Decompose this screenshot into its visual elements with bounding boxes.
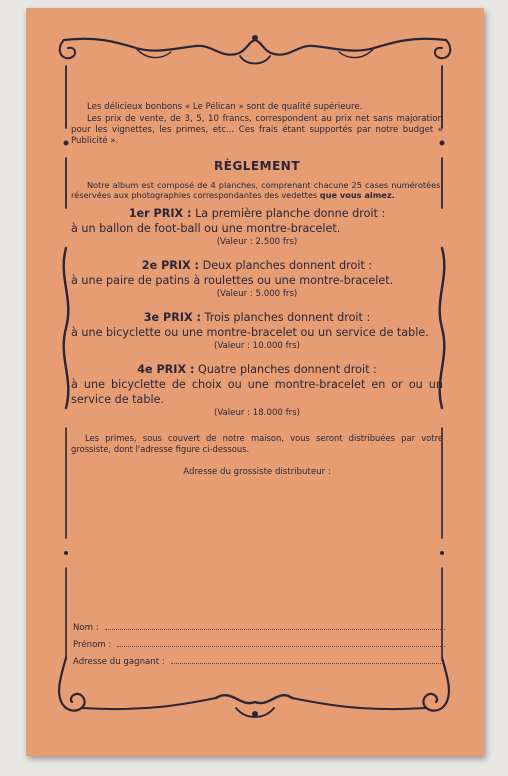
prize-2-line1: Deux planches donnent droit : bbox=[202, 259, 373, 272]
prize-1-label: 1er PRIX : bbox=[128, 207, 192, 220]
form-row-prenom bbox=[73, 637, 445, 654]
prize-3-label: 3e PRIX : bbox=[143, 311, 201, 324]
prize-3-line1: Trois planches donnent droit : bbox=[204, 311, 371, 324]
prize-1-line2: à un ballon de foot-ball ou une montre-bracelet. bbox=[71, 222, 341, 235]
intro-paragraph-2: Les prix de vente, de 3, 5, 10 francs, correspondent au prix net sans majoration pour les vignettes, les primes, etc... Ces frais étant supportés par notre budget « Publicité ». bbox=[71, 114, 443, 146]
prize-2 bbox=[71, 258, 443, 300]
prize-3-line2: à une bicyclette ou une montre-bracelet ou un service de table. bbox=[71, 326, 429, 339]
prize-4-value: (Valeur : 18.000 frs) bbox=[213, 408, 301, 418]
intro-paragraph-1: Les délicieux bonbons « Le Pélican » sont de qualité supérieure. bbox=[87, 102, 363, 112]
reglement-bold: que vous aimez. bbox=[319, 190, 395, 200]
adresse-label: Adresse du gagnant : bbox=[73, 657, 165, 667]
prenom-label: Prénom : bbox=[73, 640, 112, 650]
prize-1-value: (Valeur : 2.500 frs) bbox=[216, 237, 298, 247]
reglement-text: Notre album est composé de 4 planches, comprenant chacune 25 cases numérotées, réservées aux photographies correspondantes des vedettes que vous aimez. bbox=[71, 180, 443, 200]
prize-3-value: (Valeur : 10.000 frs) bbox=[213, 341, 301, 351]
prize-2-label: 2e PRIX : bbox=[141, 259, 200, 272]
distributor-label: Adresse du grossiste distributeur : bbox=[183, 467, 331, 477]
footer-paragraph: Les primes, sous couvert de notre maison, vous seront distribuées par votre grossiste, dont l'adresse figure ci-dessous. bbox=[71, 433, 443, 454]
prize-4-line1: Quatre planches donnent droit : bbox=[198, 363, 377, 376]
prize-4 bbox=[71, 362, 443, 419]
prize-2-value: (Valeur : 5.000 frs) bbox=[216, 289, 298, 299]
prize-3 bbox=[71, 310, 443, 352]
prize-1-line1: La première planche donne droit : bbox=[195, 207, 386, 220]
prize-2-line2: à une paire de patins à roulettes ou une montre-bracelet. bbox=[71, 274, 394, 287]
reglement-title: RÈGLEMENT bbox=[214, 159, 300, 173]
adresse-field[interactable] bbox=[171, 654, 445, 664]
leaflet-page bbox=[26, 8, 484, 756]
prize-1 bbox=[71, 206, 443, 248]
nom-field[interactable] bbox=[105, 620, 445, 630]
form-row-nom bbox=[73, 620, 445, 637]
winner-form bbox=[73, 620, 445, 671]
main-text bbox=[71, 102, 443, 477]
prize-4-label: 4e PRIX : bbox=[137, 363, 195, 376]
prize-4-line2: à une bicyclette de choix ou une montre-bracelet en or ou un service de table. bbox=[71, 378, 443, 406]
prenom-field[interactable] bbox=[117, 637, 445, 647]
nom-label: Nom : bbox=[73, 623, 99, 633]
form-row-adresse bbox=[73, 654, 445, 671]
